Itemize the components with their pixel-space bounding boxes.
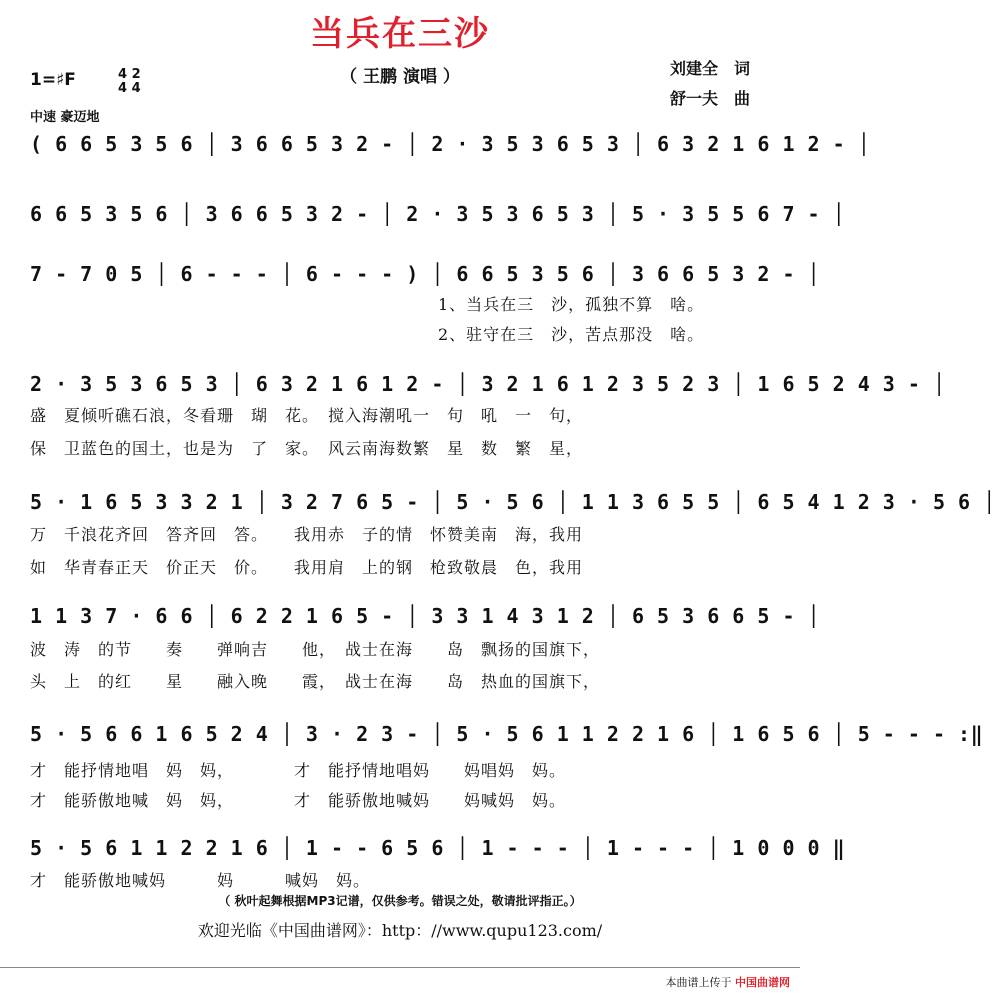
divider: [0, 967, 800, 968]
lyric-line: 才 能抒情地唱 妈 妈， 才 能抒情地唱妈 妈唱妈 妈。: [30, 761, 567, 780]
lyric-line: 波 涛 的节 奏 弹响吉 他， 战士在海 岛 飘扬的国旗下，: [30, 640, 601, 659]
lyric-line: 盛 夏倾听礁石浪，冬看珊 瑚 花。 搅入海潮吼一 句 吼 一 句，: [30, 406, 584, 425]
credits: [670, 54, 750, 114]
lyric-line: 如 华青春正天 价正天 价。 我用肩 上的钢 枪致敬晨 色，我用: [30, 558, 584, 577]
lyric-line: 万 千浪花齐回 答齐回 答。 我用赤 子的情 怀赞美南 海，我用: [30, 525, 584, 544]
lyricist: 刘建全 词: [669, 59, 750, 78]
site-brand-logo[interactable]: 中国曲谱网: [735, 976, 790, 989]
lyric-line: 保 卫蓝色的国土，也是为 了 家。 风云南海数繁 星 数 繁 星，: [30, 439, 584, 458]
time-signature: 4 2 4 4: [118, 67, 141, 96]
notation-line-1: ( 6 6 5 3 5 6 │ 3 6 6 5 3 2 - │ 2 · 3 5 3 6 5 3 │ 6 3 2 1 6 1 2 - │: [30, 132, 871, 156]
notation-line-8: 5 · 5 6 1 1 2 2 1 6 │ 1 - - 6 5 6 │ 1 - - - │ 1 - - - │ 1 0 0 0 ‖: [30, 836, 846, 860]
transcription-note: （ 秋叶起舞根据MP3记谱，仅供参考。错误之处，敬请批评指正。）: [218, 894, 582, 908]
notation-line-2: 6 6 5 3 5 6 │ 3 6 6 5 3 2 - │ 2 · 3 5 3 6 5 3 │ 5 · 3 5 5 6 7 - │: [30, 202, 846, 226]
lyric-line: 1、当兵在三 沙，孤独不算 啥。: [438, 295, 705, 314]
website-line: 欢迎光临《中国曲谱网》：http：//www.qupu123.com/: [197, 921, 603, 940]
notation-line-4: 2 · 3 5 3 6 5 3 │ 6 3 2 1 6 1 2 - │ 3 2 1 6 1 2 3 5 2 3 │ 1 6 5 2 4 3 - │: [30, 372, 946, 396]
tempo-marking: 中速 豪迈地: [30, 110, 100, 125]
notation-line-7: 5 · 5 6 6 1 6 5 2 4 │ 3 · 2 3 - │ 5 · 5 6 1 1 2 2 1 6 │ 1 6 5 6 │ 5 - - - :‖: [30, 722, 984, 746]
lyric-line: 头 上 的红 星 融入晚 霞， 战士在海 岛 热血的国旗下，: [30, 672, 601, 691]
song-title: 当兵在三沙: [310, 14, 490, 54]
lyric-line: 2、驻守在三 沙，苦点那没 啥。: [438, 325, 705, 344]
notation-line-3: 7 - 7 0 5 │ 6 - - - │ 6 - - - ) │ 6 6 5 3 5 6 │ 3 6 6 5 3 2 - │: [30, 262, 821, 286]
notation-line-5: 5 · 1 6 5 3 3 2 1 │ 3 2 7 6 5 - │ 5 · 5 6 │ 1 1 3 6 5 5 │ 6 5 4 1 2 3 · 5 6 │: [30, 490, 996, 514]
composer: 舒一夫 曲: [669, 89, 750, 108]
upload-credit: 本曲谱上传于 中国曲谱网: [665, 976, 790, 989]
key-signature: 1=♯F: [30, 70, 76, 90]
notation-line-6: 1 1 3 7 · 6 6 │ 6 2 2 1 6 5 - │ 3 3 1 4 3 1 2 │ 6 5 3 6 6 5 - │: [30, 604, 821, 628]
singer-credit: （ 王鹏 演唱 ）: [340, 67, 460, 87]
lyric-line: 才 能骄傲地喊 妈 妈， 才 能骄傲地喊妈 妈喊妈 妈。: [30, 791, 567, 810]
lyric-line: 才 能骄傲地喊妈 妈 喊妈 妈。: [30, 871, 371, 890]
